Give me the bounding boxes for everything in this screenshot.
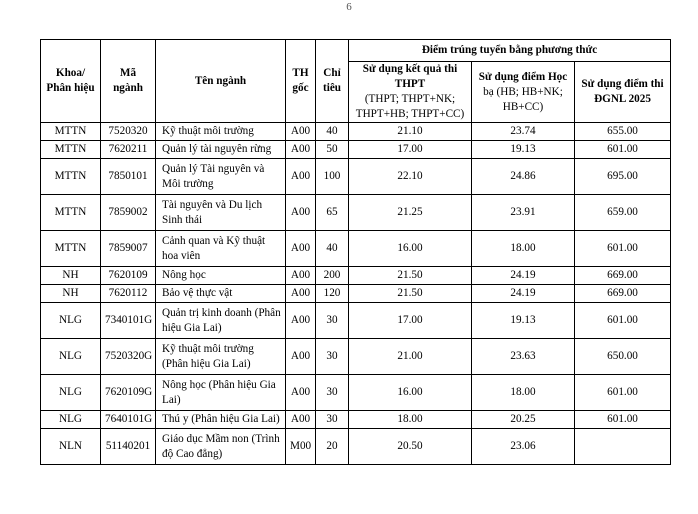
- cell-chi-tieu: 120: [316, 285, 349, 303]
- header-hoc-ba-detail: bạ (HB; HB+NK; HB+CC): [483, 85, 563, 113]
- cell-diem-thpt: 18.00: [349, 411, 472, 429]
- cell-diem-dgnl: 655.00: [575, 123, 671, 141]
- cell-diem-dgnl: [575, 429, 671, 465]
- cell-ten-nganh: Quản lý Tài nguyên và Môi trường: [156, 159, 286, 195]
- cell-diem-dgnl: 669.00: [575, 267, 671, 285]
- cell-ten-nganh: Nông học: [156, 267, 286, 285]
- cell-th-goc: A00: [286, 375, 316, 411]
- cell-khoa: NLG: [41, 411, 101, 429]
- cell-th-goc: A00: [286, 267, 316, 285]
- table-row: [41, 411, 671, 429]
- cell-ma-nganh: 7620211: [101, 141, 156, 159]
- header-ten-nganh: Tên ngành: [156, 40, 286, 123]
- cell-diem-thpt: 16.00: [349, 375, 472, 411]
- cell-ten-nganh: Kỹ thuật môi trường (Phân hiệu Gia Lai): [156, 339, 286, 375]
- cell-diem-thpt: 22.10: [349, 159, 472, 195]
- cell-diem-dgnl: 669.00: [575, 285, 671, 303]
- table-row: [41, 159, 671, 195]
- cell-khoa: NH: [41, 285, 101, 303]
- cell-ten-nganh: Quản lý tài nguyên rừng: [156, 141, 286, 159]
- cell-diem-dgnl: 695.00: [575, 159, 671, 195]
- cell-ma-nganh: 7850101: [101, 159, 156, 195]
- cell-chi-tieu: 200: [316, 267, 349, 285]
- cell-diem-hoc-ba: 18.00: [472, 231, 575, 267]
- cell-chi-tieu: 40: [316, 231, 349, 267]
- cell-diem-hoc-ba: 23.74: [472, 123, 575, 141]
- header-th-goc: TH gốc: [286, 40, 316, 123]
- table-row: [41, 141, 671, 159]
- cell-khoa: MTTN: [41, 231, 101, 267]
- cell-ten-nganh: Kỹ thuật môi trường: [156, 123, 286, 141]
- table-row: [41, 339, 671, 375]
- cell-th-goc: A00: [286, 141, 316, 159]
- cell-khoa: MTTN: [41, 159, 101, 195]
- header-thpt-title: Sử dụng kết quả thi THPT: [362, 63, 458, 90]
- cell-ten-nganh: Cảnh quan và Kỹ thuật hoa viên: [156, 231, 286, 267]
- cell-diem-hoc-ba: 23.91: [472, 195, 575, 231]
- cell-ma-nganh: 7520320G: [101, 339, 156, 375]
- cell-diem-dgnl: 601.00: [575, 231, 671, 267]
- cell-th-goc: A00: [286, 339, 316, 375]
- header-hoc-ba-title: Sử dụng điểm Học: [478, 70, 568, 83]
- cell-ma-nganh: 7859007: [101, 231, 156, 267]
- cell-ten-nganh: Quản trị kinh doanh (Phân hiệu Gia Lai): [156, 303, 286, 339]
- cell-th-goc: A00: [286, 303, 316, 339]
- cell-th-goc: A00: [286, 411, 316, 429]
- cell-th-goc: A00: [286, 159, 316, 195]
- header-ma-nganh: Mã ngành: [101, 40, 156, 123]
- cell-diem-thpt: 21.25: [349, 195, 472, 231]
- cell-ma-nganh: 7620109: [101, 267, 156, 285]
- cell-diem-dgnl: 659.00: [575, 195, 671, 231]
- cell-khoa: NLG: [41, 303, 101, 339]
- cell-diem-dgnl: 650.00: [575, 339, 671, 375]
- cell-diem-thpt: 21.10: [349, 123, 472, 141]
- cell-diem-dgnl: 601.00: [575, 375, 671, 411]
- cell-diem-hoc-ba: 24.19: [472, 285, 575, 303]
- cell-chi-tieu: 30: [316, 303, 349, 339]
- header-thpt-detail: (THPT; THPT+NK; THPT+HB; THPT+CC): [355, 93, 465, 120]
- table-row: [41, 267, 671, 285]
- cell-ten-nganh: Thú y (Phân hiệu Gia Lai): [156, 411, 286, 429]
- cell-ten-nganh: Bảo vệ thực vật: [156, 285, 286, 303]
- admission-score-table: [40, 39, 671, 465]
- cell-ma-nganh: 7520320: [101, 123, 156, 141]
- cell-th-goc: A00: [286, 285, 316, 303]
- header-thpt: [349, 62, 472, 123]
- cell-chi-tieu: 100: [316, 159, 349, 195]
- cell-diem-dgnl: 601.00: [575, 141, 671, 159]
- table-row: [41, 429, 671, 465]
- cell-th-goc: A00: [286, 195, 316, 231]
- table-row: [41, 285, 671, 303]
- cell-khoa: MTTN: [41, 141, 101, 159]
- cell-diem-hoc-ba: 23.06: [472, 429, 575, 465]
- header-hoc-ba: [472, 62, 575, 123]
- cell-ma-nganh: 7620112: [101, 285, 156, 303]
- cell-khoa: NLG: [41, 375, 101, 411]
- cell-diem-thpt: 17.00: [349, 141, 472, 159]
- cell-diem-thpt: 17.00: [349, 303, 472, 339]
- cell-khoa: MTTN: [41, 123, 101, 141]
- cell-chi-tieu: 50: [316, 141, 349, 159]
- cell-diem-hoc-ba: 24.19: [472, 267, 575, 285]
- cell-diem-dgnl: 601.00: [575, 411, 671, 429]
- header-dgnl: Sử dụng điểm thi ĐGNL 2025: [575, 62, 671, 123]
- cell-th-goc: M00: [286, 429, 316, 465]
- cell-ma-nganh: 7340101G: [101, 303, 156, 339]
- cell-khoa: MTTN: [41, 195, 101, 231]
- cell-diem-hoc-ba: 23.63: [472, 339, 575, 375]
- cell-ma-nganh: 7620109G: [101, 375, 156, 411]
- cell-chi-tieu: 30: [316, 339, 349, 375]
- cell-diem-thpt: 16.00: [349, 231, 472, 267]
- cell-chi-tieu: 30: [316, 375, 349, 411]
- cell-diem-hoc-ba: 20.25: [472, 411, 575, 429]
- cell-diem-dgnl: 601.00: [575, 303, 671, 339]
- cell-ten-nganh: Tài nguyên và Du lịch Sinh thái: [156, 195, 286, 231]
- cell-chi-tieu: 30: [316, 411, 349, 429]
- table-body: [41, 123, 671, 465]
- table-row: [41, 231, 671, 267]
- cell-diem-thpt: 21.50: [349, 285, 472, 303]
- cell-ma-nganh: 51140201: [101, 429, 156, 465]
- table-row: [41, 123, 671, 141]
- cell-diem-thpt: 20.50: [349, 429, 472, 465]
- header-khoa: Khoa/ Phân hiệu: [41, 40, 101, 123]
- cell-chi-tieu: 20: [316, 429, 349, 465]
- cell-diem-hoc-ba: 24.86: [472, 159, 575, 195]
- cell-th-goc: A00: [286, 123, 316, 141]
- cell-chi-tieu: 65: [316, 195, 349, 231]
- cell-diem-hoc-ba: 18.00: [472, 375, 575, 411]
- header-chi-tieu: Chỉ tiêu: [316, 40, 349, 123]
- cell-th-goc: A00: [286, 231, 316, 267]
- table-row: [41, 375, 671, 411]
- cell-chi-tieu: 40: [316, 123, 349, 141]
- page-number: 6: [346, 1, 352, 13]
- header-row-top: [41, 40, 671, 62]
- cell-diem-hoc-ba: 19.13: [472, 303, 575, 339]
- cell-diem-hoc-ba: 19.13: [472, 141, 575, 159]
- cell-khoa: NLN: [41, 429, 101, 465]
- cell-ma-nganh: 7859002: [101, 195, 156, 231]
- table-row: [41, 303, 671, 339]
- cell-ten-nganh: Giáo dục Mầm non (Trình độ Cao đẳng): [156, 429, 286, 465]
- header-diem-group: Điểm trúng tuyển bằng phương thức: [349, 40, 671, 62]
- cell-ma-nganh: 7640101G: [101, 411, 156, 429]
- table-row: [41, 195, 671, 231]
- cell-khoa: NH: [41, 267, 101, 285]
- cell-diem-thpt: 21.00: [349, 339, 472, 375]
- cell-diem-thpt: 21.50: [349, 267, 472, 285]
- cell-khoa: NLG: [41, 339, 101, 375]
- cell-ten-nganh: Nông học (Phân hiệu Gia Lai): [156, 375, 286, 411]
